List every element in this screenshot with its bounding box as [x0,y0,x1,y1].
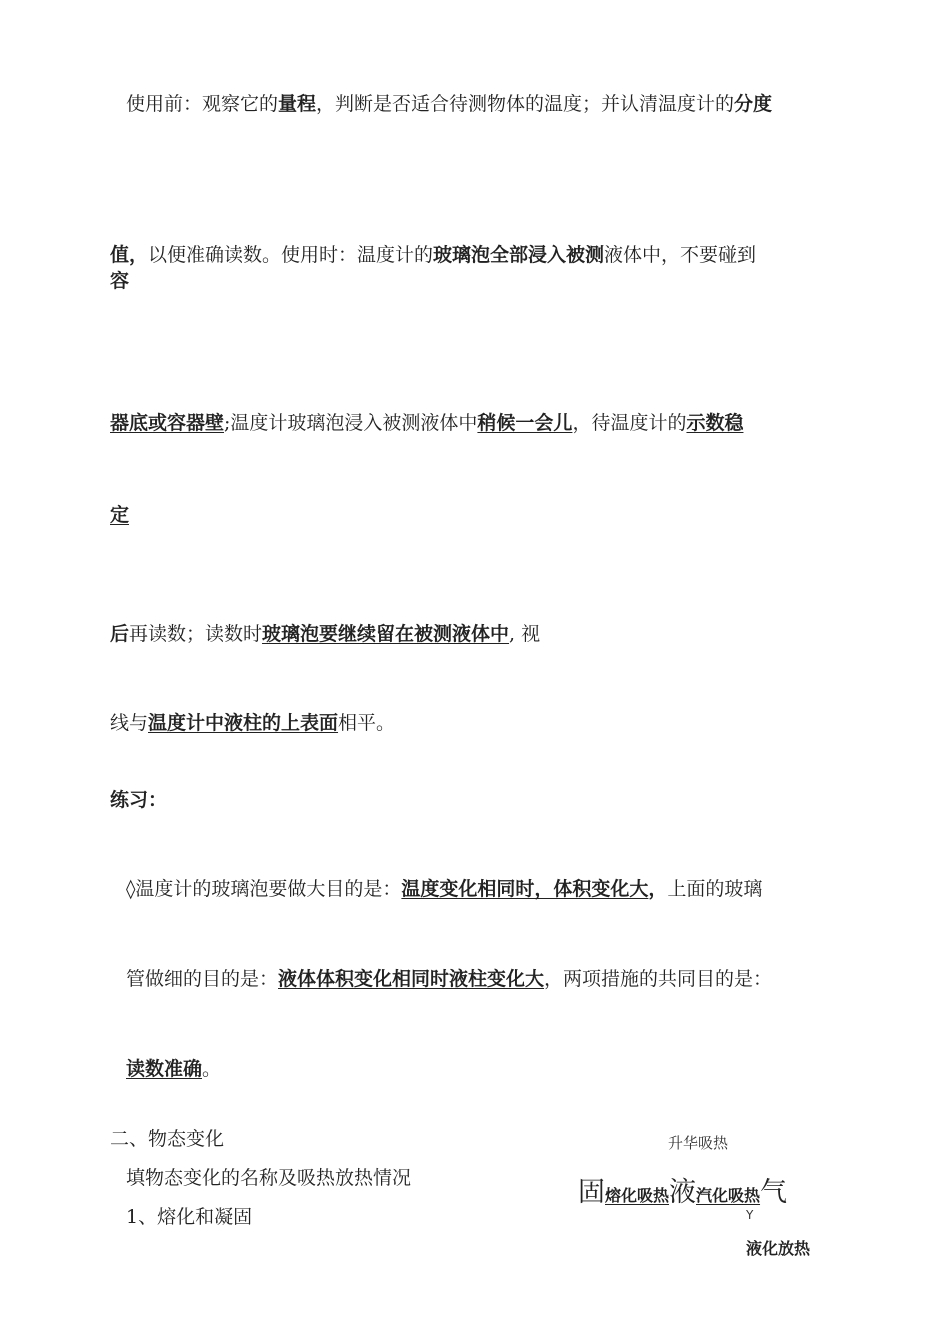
answer-underlined: 稍候一会儿 [477,412,573,434]
para-line-2 [110,243,756,267]
section-heading: 二、物态变化 [110,1128,225,1150]
text: 相平。 [338,712,396,734]
text: 上面的玻璃 [667,878,763,900]
text: ，判断是否适合待测物体的温度；并认清温度计的 [316,93,735,115]
liquid-label: 液 [669,1177,697,1208]
text: 管做细的目的是： [126,968,279,990]
arrow-glyph: Y [746,1208,754,1222]
keyword: 后 [110,623,130,645]
answer-underlined: 液体体积变化相同时液柱变化大 [278,968,545,990]
para-line-2-wrap: 容 [110,270,130,292]
para-line-4: 定 [110,504,130,526]
text: ，两项措施的共同目的是： [544,968,773,990]
text: 液体中，不要碰到 [604,244,757,266]
answer-underlined: 读数准确 [126,1058,203,1080]
text: 线与 [110,712,149,734]
sublimation-label: 升华吸热 [668,1134,729,1152]
answer-underlined: 玻璃泡要继续留在被测液体中 [262,623,510,645]
text: 。 [202,1058,222,1080]
keyword: 玻璃泡全部浸入被测 [433,244,605,266]
solid-label: 固 [578,1177,605,1208]
text: 以便准确读数。使用时：温度计的 [148,244,434,266]
answer-underlined: 温度计中液柱的上表面 [148,712,339,734]
text: 使用前：观察它的 [126,93,279,115]
question-line-2 [126,967,772,991]
state-row [578,1170,787,1209]
practice-heading: 练习： [110,789,168,811]
answer-underlined: 器底或容器壁 [110,412,225,434]
gas-label: 气 [760,1177,788,1208]
state-change-diagram [570,1128,830,1258]
section-intro: 填物态变化的名称及吸热放热情况 [126,1167,412,1189]
question-line-1 [126,877,762,901]
keyword-range: 量程 [278,93,317,115]
text: ，待温度计的 [572,412,687,434]
para-line-6 [110,711,395,735]
answer-underlined: 温度变化相同时，体积变化大 [401,878,649,900]
melting-label: 熔化吸热 [605,1186,670,1205]
text: ◊温度计的玻璃泡要做大目的是： [126,878,402,900]
keyword: 值， [110,244,149,266]
text: ， [648,878,668,900]
section-item-1: 1、熔化和凝固 [126,1206,253,1228]
question-line-3 [126,1057,221,1081]
answer-underlined: 示数稳 [686,412,744,434]
keyword-division: 分度 [734,93,773,115]
para-line-5 [110,622,540,646]
para-line-3 [110,411,743,435]
text: , 视 [509,623,541,645]
vaporization-label: 汽化吸热 [696,1186,761,1205]
text: ;温度计玻璃泡浸入被测液体中 [224,412,478,434]
liquefaction-label: 液化放热 [746,1239,811,1258]
text: 再读数；读数时 [129,623,263,645]
para-line-1 [126,92,772,116]
